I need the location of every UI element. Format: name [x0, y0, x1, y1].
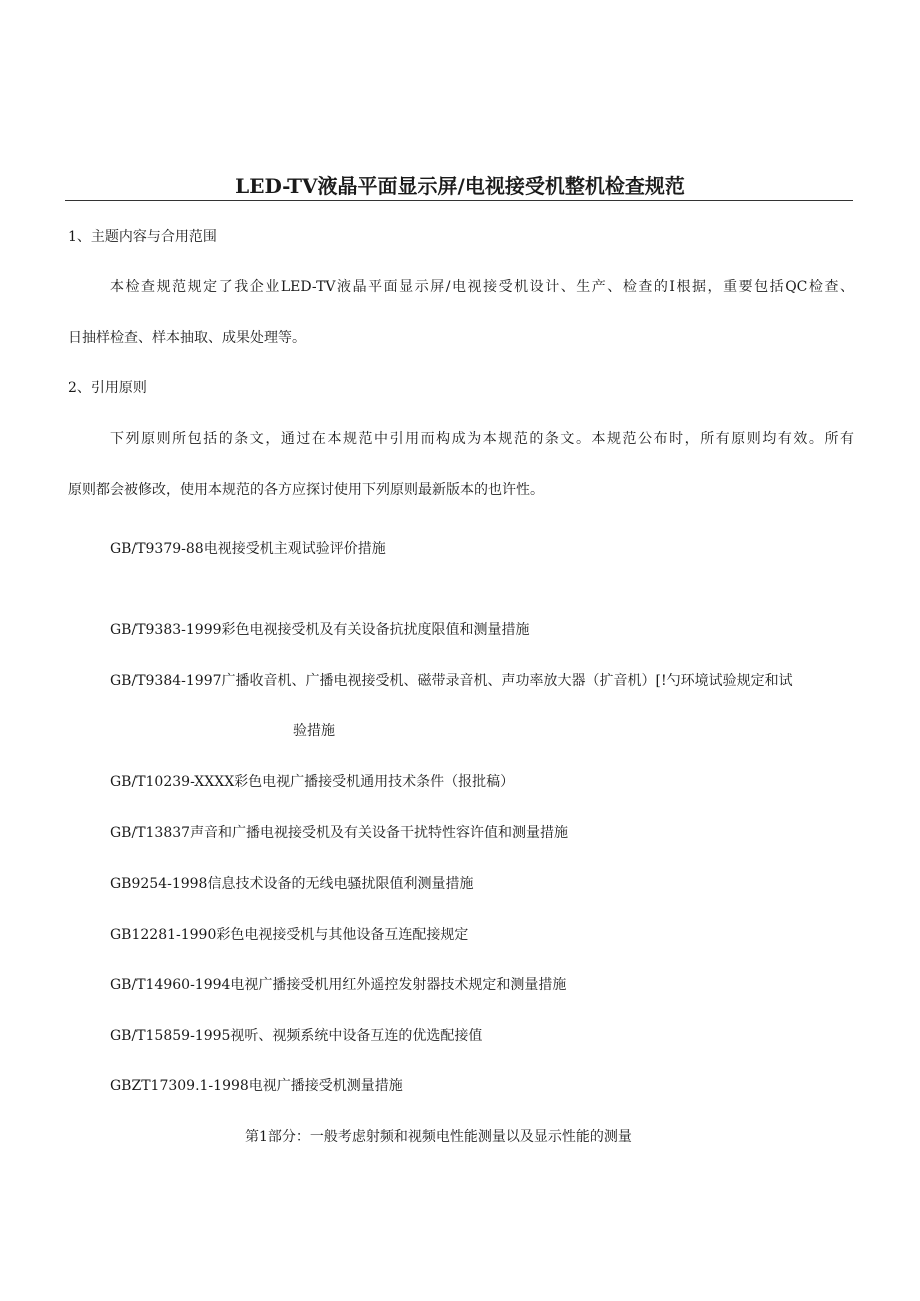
reference-item: GB/T10239-XXXX彩色电视广播接受机通用技术条件（报批稿）: [110, 774, 515, 790]
title-underline: [65, 200, 853, 201]
reference-item: GB9254-1998信息技术设备的无线电骚扰限值利测量措施: [110, 876, 474, 892]
reference-item-continuation: 验措施: [293, 723, 335, 739]
reference-item: GB/T15859-1995视听、视频系统中设备互连的优选配接值: [110, 1028, 483, 1044]
section-1-body-line-2: 日抽样检查、样本抽取、成果处理等。: [68, 330, 306, 346]
reference-item: GB/T9383-1999彩色电视接受机及有关设备抗扰度限值和测量措施: [110, 622, 530, 638]
section-2-heading: 2、引用原则: [68, 380, 147, 396]
section-2-body-line-2: 原则都会被修改，使用本规范的各方应探讨使用下列原则最新版本的也许性。: [68, 482, 544, 498]
reference-item: GB/T14960-1994电视广播接受机用红外遥控发射器技术规定和测量措施: [110, 977, 567, 993]
reference-item: GB/T9379-88电视接受机主观试验评价措施: [110, 541, 386, 557]
part-caption: 第1部分：一般考虑射频和视频电性能测量以及显示性能的测量: [245, 1129, 632, 1145]
reference-item: GB/T9384-1997广播收音机、广播电视接受机、磁带录音机、声功率放大器（扩音机）[!勺环境试验规定和试: [110, 673, 793, 689]
section-2-body-line-1: 下列原则所包括的条文，通过在本规范中引用而构成为本规范的条文。本规范公布时，所有原则均有效。所有: [110, 431, 854, 447]
document-title: LED-TV液晶平面显示屏/电视接受机整机检查规范: [235, 174, 685, 198]
reference-item: GB12281-1990彩色电视接受机与其他设备互连配接规定: [110, 927, 469, 943]
section-1-heading: 1、主题内容与合用范围: [68, 229, 217, 245]
reference-item: GB/T13837声音和广播电视接受机及有关设备干扰特性容许值和测量措施: [110, 825, 569, 841]
section-1-body-line-1: 本检查规范规定了我企业LED-TV液晶平面显示屏/电视接受机设计、生产、检查的I根据，重要包括QC检查、: [110, 279, 854, 295]
reference-item: GBZT17309.1-1998电视广播接受机测量措施: [110, 1078, 403, 1094]
